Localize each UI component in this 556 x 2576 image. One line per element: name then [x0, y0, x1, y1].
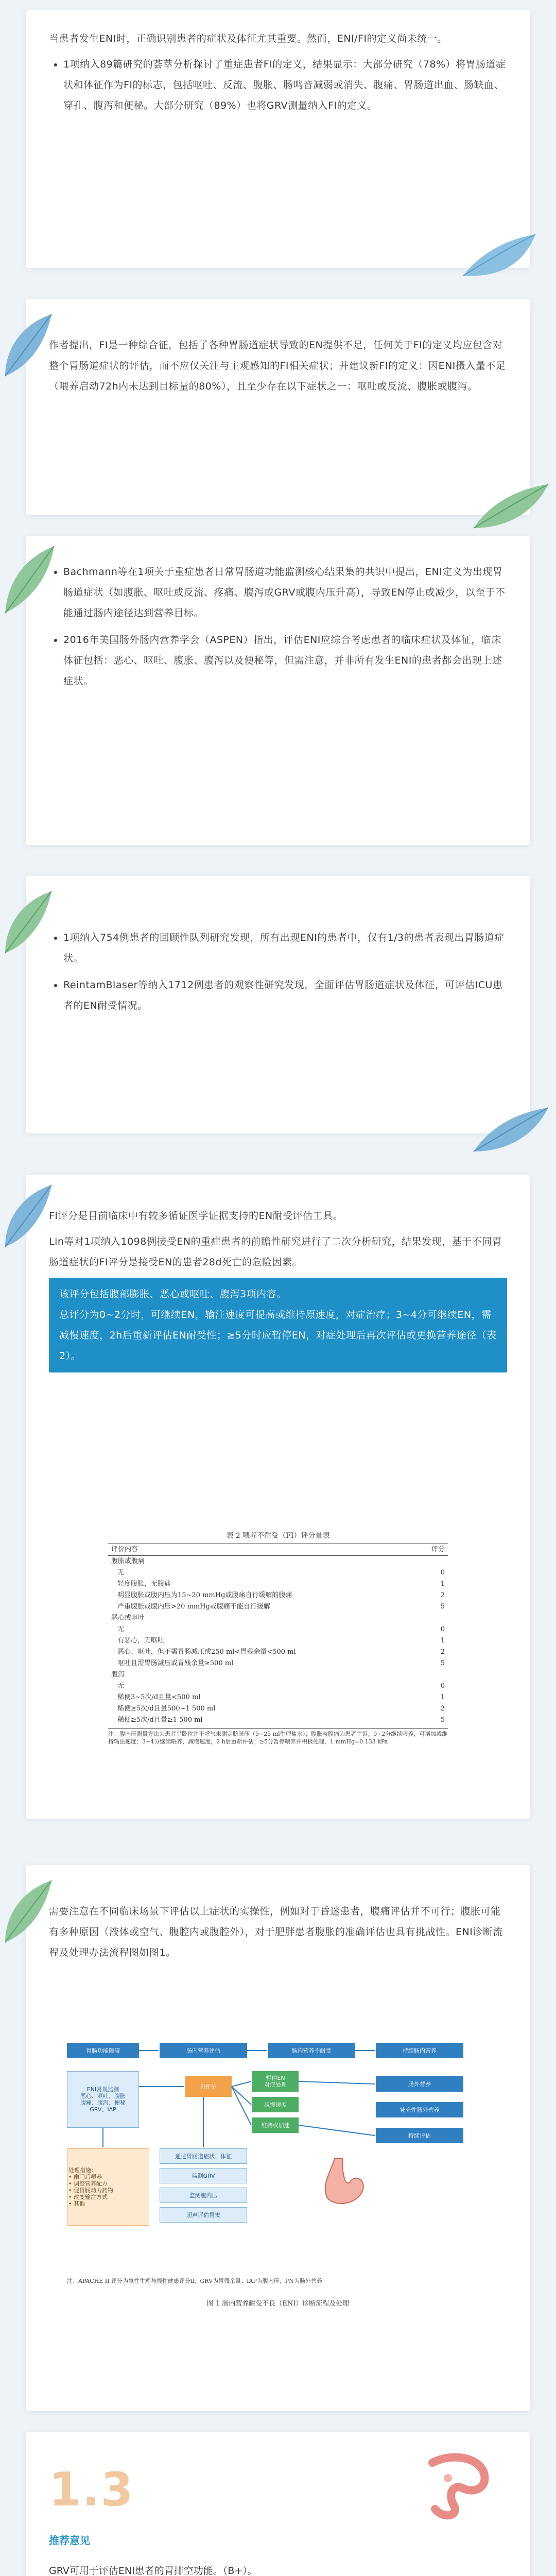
card-fi-syndrome: [26, 299, 530, 515]
flow-pn: 肠外营养: [376, 2076, 463, 2092]
leaf-decoration-icon: [453, 227, 546, 283]
table-cell-item: 无: [117, 1625, 125, 1633]
section-1-list: [49, 54, 507, 116]
section-1-text: [49, 28, 507, 122]
leaf-decoration-icon: [463, 1103, 556, 1159]
section-5-text: [49, 1206, 507, 1372]
table-cell-score: 2: [440, 1591, 445, 1599]
flow-continuous-en: 持续肠内营养: [376, 2043, 463, 2058]
flow-slow-rate: 减慢速度: [252, 2097, 299, 2112]
table-cell-item: 稀便≥5次/d且量≥1 500 ml: [117, 1716, 203, 1724]
recommendation-text: GRV可用于评估ENI患者的胃排空功能。（B+）。: [49, 2565, 257, 2576]
table-cell-score: 2: [440, 1648, 445, 1656]
table-row: [108, 1669, 448, 1681]
intestine-illustration-icon: [422, 2447, 494, 2524]
table-row: [108, 1624, 448, 1635]
table-cell-score: 5: [440, 1659, 445, 1667]
table-cell-item: 恶心或呕吐: [111, 1614, 145, 1622]
table-cell-item: 严重腹胀或腹内压>20 mmHg或腹痛不能自行缓解: [117, 1603, 270, 1611]
section-6-paragraph: 需要注意在不同临床场景下评估以上症状的实操性，例如对于昏迷患者，腹痛评估并不可行；腹胀可能有多种原因（液体或空气、腹腔内或腹腔外），对于肥胖患者腹胀的准确评估也具有挑战性。ENI诊断流程及处理办法流程图如图1。: [49, 1906, 503, 1958]
section-4-bullet-reintam: • ReintamBlaser等纳入1712例患者的观察性研究发现，全面评估胃肠道症状及体征，可评估ICU患者的EN耐受情况。: [63, 975, 507, 1016]
flow-spn: 补充性肠外营养: [376, 2102, 463, 2117]
table-row: [108, 1579, 448, 1590]
table-row: [108, 1556, 448, 1568]
table-2-figure: [103, 1525, 453, 1767]
fi-score-highlight: [49, 1278, 507, 1372]
flow-en-assessment: 肠内营养评估: [160, 2043, 247, 2058]
section-2-text: [49, 335, 507, 402]
flow-assess-symptoms: 通过胃肠道症状、体征: [160, 2148, 247, 2164]
table-cell-score: 0: [440, 1625, 445, 1633]
section-4-list: [49, 927, 507, 1016]
flow-arrows: [57, 2035, 499, 2241]
table-cell-score: 2: [440, 1705, 445, 1713]
table-cell-item: 呕吐且需胃肠减压或胃残余量≥500 ml: [117, 1659, 234, 1667]
recommendation-heading: 推荐意见: [49, 2534, 90, 2547]
table-header-score: 评分: [431, 1546, 445, 1553]
table-row: [108, 1567, 448, 1579]
table-cell-item: 无: [117, 1682, 125, 1690]
table-row: [108, 1613, 448, 1624]
table-cell-score: 0: [440, 1569, 445, 1577]
section-5-p2: Lin等对1项纳入1098例接受EN的重症患者的前瞻性研究进行了二次分析研究，结果发现，基于不同胃肠道症状的FI评分是接受EN的患者28d死亡的危险因素。: [49, 1236, 502, 1268]
section-1-intro: 当患者发生ENI时，正确识别患者的症状及体征尤其重要。然而，ENI/FI的定义尚未统一。: [49, 33, 447, 44]
table-row: [108, 1703, 448, 1715]
table-cell-score: 1: [440, 1693, 445, 1701]
table-cell-score: [416, 1556, 448, 1568]
flow-assess-ultrasound: 超声评估胃窦: [160, 2207, 247, 2223]
section-3-text: [49, 562, 507, 698]
figure-1-title: 图 1 肠内营养耐受不良（ENI）诊断流程及处理: [206, 2300, 350, 2308]
table-row: [108, 1635, 448, 1647]
table-cell-score: 5: [440, 1716, 445, 1724]
section-1-bullet: • 1项纳入89篇研究的荟萃分析探讨了重症患者FI的定义，结果显示：大部分研究（78%）将胃肠道症状和体征作为FI的标志，包括呕吐、反流、腹胀、肠鸣音减弱或消失、腹痛、胃肠道出血、肠缺血、穿孔、腹泻和便秘。大部分研究（89%）也将GRV测量纳入FI的定义。: [63, 54, 507, 116]
section-5-p1: FI评分是目前临床中有较多循证医学证据支持的EN耐受评估工具。: [49, 1210, 343, 1222]
table-cell-item: 腹胀或腹痛: [111, 1557, 145, 1565]
fi-score-table-body: [108, 1556, 448, 1726]
flow-pause-en: 暂停EN 对症处理: [252, 2071, 299, 2092]
flow-eni: 肠内营养不耐受: [268, 2043, 355, 2058]
fi-score-items: 该评分包括腹部膨胀、恶心或呕吐、腹泻3项内容。: [59, 1289, 287, 1300]
table-2-note: 注：腹内压测量方法为患者平卧位并于呼气末测定膀胱压（5~25 ml生理盐水）；腹胀与腹痛为患者主诉；0~2分继续喂养，可增加或维持输注速度；3~4分继续喂养，减慢速度，2 h后重新评估；≥5分暂停喂养并积极处理，1 mmHg=0.133 kPa: [108, 1728, 448, 1745]
flow-routine-monitoring: ENI常规监测 恶心、呕吐、腹胀 腹痛、腹泻、便秘 GRV、IAP: [67, 2071, 139, 2128]
section-3-bullet-bachmann: • Bachmann等在1项关于重症患者日常胃肠道功能监测核心结果集的共识中提出，ENI定义为出现胃肠道症状（如腹胀、呕吐或反流、疼痛、腹泻或GRV或腹内压升高），导致EN停止或减少，以至于不能通过肠内途径达到营养目标。: [63, 562, 507, 623]
table-cell-item: 腹泻: [111, 1671, 125, 1679]
flow-maintain-rate: 维持或加速: [252, 2117, 299, 2133]
table-cell-score: 5: [440, 1603, 445, 1611]
table-cell-item: 无: [117, 1569, 125, 1577]
table-cell-score: [416, 1613, 448, 1624]
table-row: [108, 1692, 448, 1703]
figure-1-flowchart: [57, 2035, 499, 2334]
section-6-text: [49, 1901, 507, 1968]
flow-gi-dysfunction: 胃肠功能障碍: [67, 2043, 139, 2058]
figure-1-note: 注：APACHE II 评分为急性生理与慢性健康评分Ⅱ；GRV为胃残余量；IAP为腹内压；PN为肠外营养: [67, 2278, 322, 2284]
fi-score-rules: 总评分为0~2分时，可继续EN，输注速度可提高或维持原速度，对症治疗；3~4分可继续EN，需减慢速度，2h后重新评估EN耐受性；≥5分时应暂停EN，对症处理后再次评估或更换营养途径（表2）。: [59, 1309, 497, 1362]
table-cell-item: 恶心、呕吐，但不需胃肠减压或250 ml<胃残余量<500 ml: [117, 1648, 296, 1656]
table-2-caption: 表 2 喂养不耐受（FI）评分量表: [226, 1532, 330, 1540]
table-row: [108, 1601, 448, 1613]
table-cell-item: 有恶心，无呕吐: [117, 1637, 165, 1645]
table-cell-score: 1: [440, 1637, 445, 1645]
table-row: [108, 1715, 448, 1726]
flow-assess-grv: 监测GRV: [160, 2168, 247, 2183]
section-2-paragraph: 作者提出，FI是一种综合征，包括了各种胃肠道症状导致的EN提供不足，任何关于FI的定义均应包含对整个胃肠道症状的评估，而不应仅关注与主观感知的FI相关症状；并建议新FI的定义：因ENI摄入量不足（喂养启动72h内未达到目标量的80%），且至少存在以下症状之一：呕吐或反流、腹胀或腹泻。: [49, 340, 506, 392]
flow-continue-assess: 持续评估: [376, 2128, 463, 2143]
table-cell-item: 稀便3~5次/d且量<500 ml: [117, 1693, 201, 1701]
section-4-bullet-retrospective: • 1项纳入754例患者的回顾性队列研究发现，所有出现ENI的患者中，仅有1/3的患者表现出胃肠道症状。: [63, 927, 507, 969]
fi-score-table: [108, 1544, 448, 1726]
section-3-bullet-aspen: • 2016年美国肠外肠内营养学会（ASPEN）指出，评估ENI应综合考虑患者的临床症状及体征，临床体征包括：恶心、呕吐、腹胀、腹泻以及便秘等，但需注意，并非所有发生ENI的患者都会出现上述症状。: [63, 630, 507, 691]
table-cell-item: 稀便≥5次/d且量500~1 500 ml: [117, 1705, 216, 1713]
table-row: [108, 1658, 448, 1669]
section-4-text: [49, 927, 507, 1022]
table-row: [108, 1590, 448, 1601]
table-cell-score: 0: [440, 1682, 445, 1690]
table-row: [108, 1681, 448, 1692]
table-cell-item: 轻度腹胀，无腹痛: [117, 1580, 171, 1588]
section-3-list: [49, 562, 507, 691]
flow-assess-iap: 监测腹内压: [160, 2188, 247, 2203]
flow-fi-score: FI评分: [185, 2076, 232, 2097]
section-number: 1.3: [49, 2463, 134, 2517]
table-cell-score: [416, 1669, 448, 1681]
table-cell-score: 1: [440, 1580, 445, 1588]
table-cell-item: 明显腹胀或腹内压为15~20 mmHg或腹痛自行缓解的腹痛: [117, 1591, 292, 1599]
flow-treatment-measures: 处理措施： • 幽门后喂养 • 调整营养配方 • 促胃肠动力药物 • 改变输注方式 • 其他: [67, 2148, 149, 2226]
table-header-item: 评价内容: [111, 1546, 138, 1553]
leaf-decoration-icon: [463, 479, 556, 536]
table-row: [108, 1647, 448, 1658]
